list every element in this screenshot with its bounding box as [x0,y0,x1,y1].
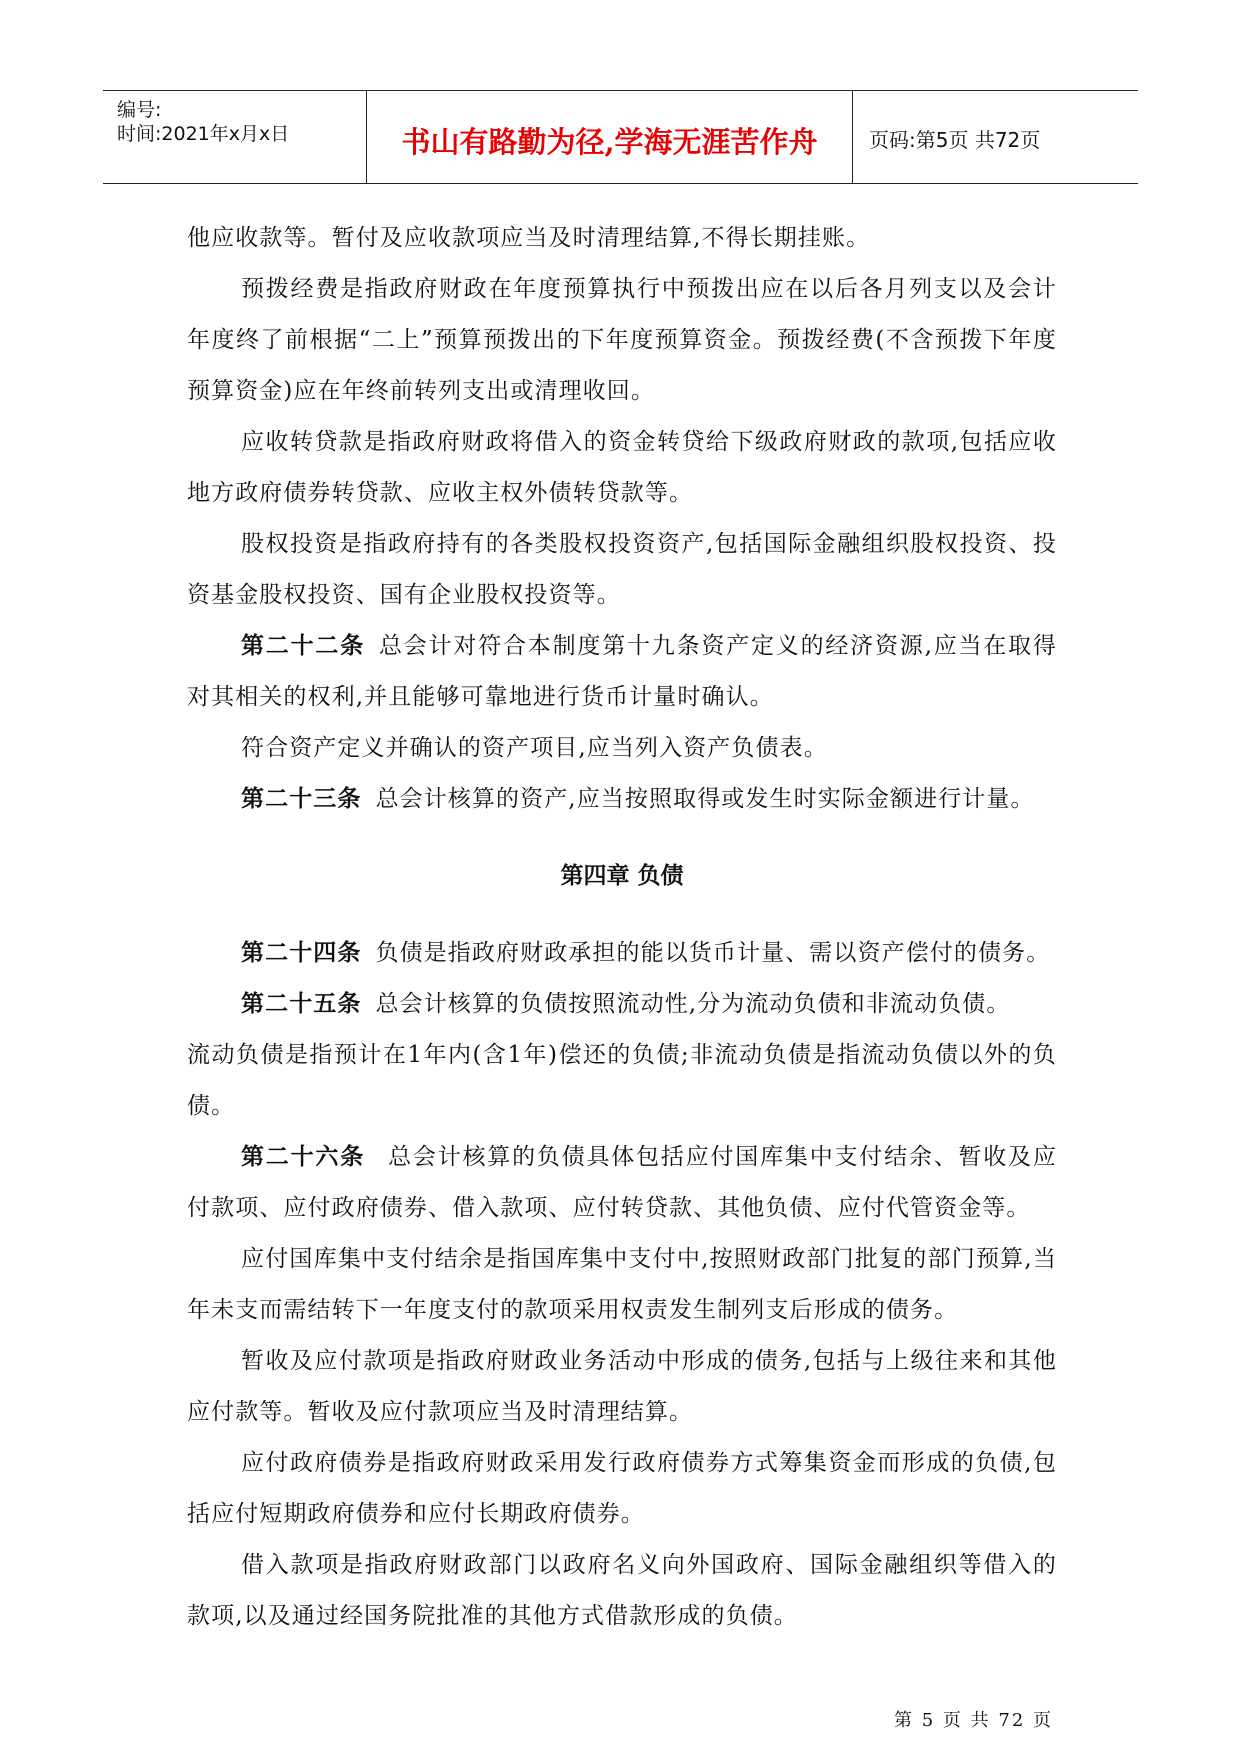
article-25-text: 总会计核算的负债按照流动性,分为流动负债和非流动负债。 [375,991,1011,1017]
header-page-info: 页码:第5页 共72页 [869,128,1041,152]
paragraph-prepaid-funds: 预拨经费是指政府财政在年度预算执行中预拨出应在以后各月列支以及会计年度终了前根据“二上”预算预拨出的下年度预算资金。预拨经费(不含预拨下年度预算资金)应在年终前转列支出或清理收回。 [187,276,1057,404]
paragraph-temporary-receipts: 暂收及应付款项是指政府财政业务活动中形成的债务,包括与上级往来和其他应付款等。暂收及应付款项应当及时清理结算。 [187,1348,1057,1425]
article-23-label: 第二十三条 [241,786,362,812]
chapter-heading-wrap [187,825,1057,928]
article-25-label: 第二十五条 [241,991,362,1017]
header-page-cell [853,91,1138,183]
article-23-text: 总会计核算的资产,应当按照取得或发生时实际金额进行计量。 [375,786,1035,812]
paragraph-asset-listing: 符合资产定义并确认的资产项目,应当列入资产负债表。 [241,735,828,761]
paragraph-borrowings: 借入款项是指政府财政部门以政府名义向外国政府、国际金融组织等借入的款项,以及通过经国务院批准的其他方式借款形成的负债。 [187,1552,1057,1629]
document-header [103,90,1138,184]
chapter-heading: 第四章 负债 [560,863,684,889]
article-22 [187,621,1057,723]
article-26-text: 总会计核算的负债具体包括应付国库集中支付结余、暂收及应付款项、应付政府债券、借入款项、应付转贷款、其他负债、应付代管资金等。 [187,1144,1057,1221]
header-motto: 书山有路勤为径,学海无涯苦作舟 [401,125,818,159]
article-26 [187,1132,1057,1234]
article-24-text: 负债是指政府财政承担的能以货币计量、需以资产偿付的债务。 [375,940,1051,966]
article-23 [187,774,1057,825]
article-22-label: 第二十二条 [241,633,365,659]
paragraph-onlending-receivable: 应收转贷款是指政府财政将借入的资金转贷给下级政府财政的款项,包括应收地方政府债券转贷款、应收主权外债转贷款等。 [187,429,1057,506]
paragraph-continued: 他应收款等。暂付及应收款项应当及时清理结算,不得长期挂账。 [187,225,871,251]
article-24-label: 第二十四条 [241,940,362,966]
paragraph-treasury-balance: 应付国库集中支付结余是指国库集中支付中,按照财政部门批复的部门预算,当年未支而需结转下一年度支付的款项采用权责发生制列支后形成的债务。 [187,1246,1057,1323]
article-22-text: 总会计对符合本制度第十九条资产定义的经济资源,应当在取得对其相关的权利,并且能够可靠地进行货币计量时确认。 [187,633,1057,710]
article-24 [187,928,1057,979]
paragraph-liability-definition: 流动负债是指预计在1年内(含1年)偿还的负债;非流动负债是指流动负债以外的负债。 [187,1042,1057,1119]
document-body [187,213,1057,1642]
paragraph-equity-investment: 股权投资是指政府持有的各类股权投资资产,包括国际金融组织股权投资、投资基金股权投资、国有企业股权投资等。 [187,531,1057,608]
article-26-label: 第二十六条 [241,1144,365,1170]
header-motto-cell [367,91,853,183]
document-number-label: 编号: [117,99,162,121]
document-date: 时间:2021年x月x日 [117,123,290,145]
paragraph-government-bonds: 应付政府债券是指政府财政采用发行政府债券方式筹集资金而形成的负债,包括应付短期政府债券和应付长期政府债券。 [187,1450,1057,1527]
header-info-cell [103,91,367,183]
article-25 [187,979,1057,1030]
page-footer: 第 5 页 共 72 页 [894,1710,1053,1731]
